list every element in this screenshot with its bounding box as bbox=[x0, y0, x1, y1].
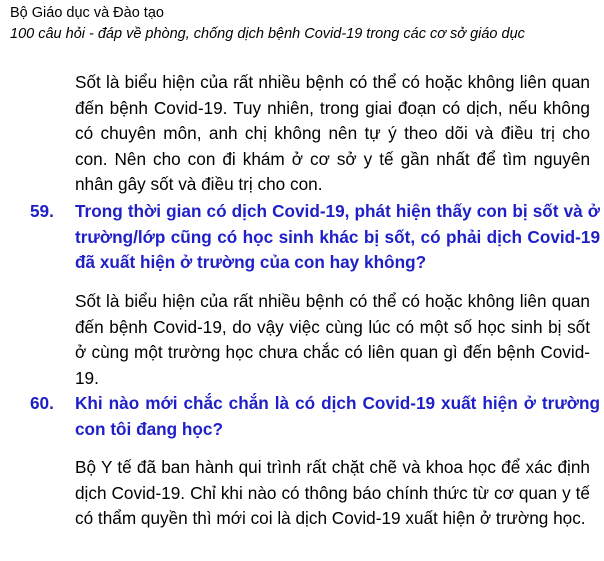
header-document-title: 100 câu hỏi - đáp về phòng, chống dịch bệnh Covid-19 trong các cơ sở giáo dục bbox=[10, 26, 525, 42]
question-number: 60. bbox=[30, 393, 54, 413]
question-59 bbox=[30, 199, 600, 276]
question-number: 59. bbox=[30, 201, 54, 221]
question-text: Trong thời gian có dịch Covid-19, phát hiện thấy con bị sốt và ở trường/lớp cũng có học sinh khác bị sốt, có phải dịch Covid-19 đã xuất hiện ở trường của con hay không? bbox=[75, 201, 600, 273]
question-text: Khi nào mới chắc chắn là có dịch Covid-19 xuất hiện ở trường con tôi đang học? bbox=[75, 393, 600, 439]
answer-paragraph-59: Sốt là biểu hiện của rất nhiều bệnh có thể có hoặc không liên quan đến bệnh Covid-19, do vậy việc cùng lúc có một số học sinh bị sốt ở cùng một trường học chưa chắc có liên quan gì đến bệnh Covid-19. bbox=[75, 291, 590, 388]
answer-paragraph-60: Bộ Y tế đã ban hành qui trình rất chặt chẽ và khoa học để xác định dịch Covid-19. Chỉ khi nào có thông báo chính thức từ cơ quan y tế có thẩm quyền thì mới coi là dịch Covid-19 xuất hiện ở trường học. bbox=[75, 457, 590, 529]
document-header bbox=[10, 3, 525, 45]
header-organization: Bộ Giáo dục và Đào tạo bbox=[10, 5, 164, 21]
question-60 bbox=[30, 391, 600, 442]
answer-paragraph-58: Sốt là biểu hiện của rất nhiều bệnh có thể có hoặc không liên quan đến bệnh Covid-19. Tuy nhiên, trong giai đoạn có dịch, nếu không có chuyên môn, anh chị không nên tự ý theo dõi và điều trị cho con. Nên cho con đi khám ở cơ sở y tế gần nhất để tìm nguyên nhân gây sốt và điều trị cho con. bbox=[75, 72, 590, 195]
